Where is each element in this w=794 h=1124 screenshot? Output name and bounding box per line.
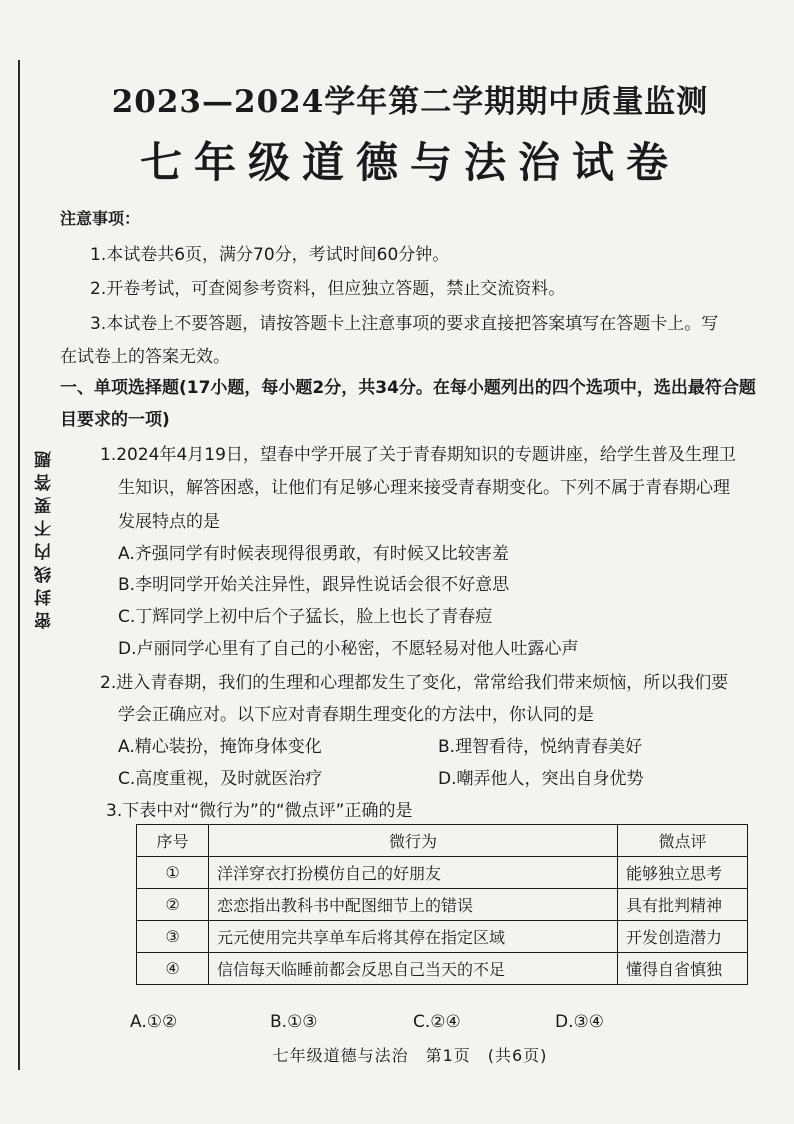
q2-option-c: C.高度重视，及时就医治疗: [118, 769, 323, 789]
q2-stem: 2.进入青春期，我们的生理和心理都发生了变化，常常给我们带来烦恼，所以我们要: [100, 673, 729, 693]
q3-stem: 3.下表中对“微行为”的“微点评”正确的是: [106, 801, 413, 821]
section-heading: 一、单项选择题(17小题，每小题2分，共34分。在每小题列出的四个选项中，选出最符合题: [60, 378, 756, 398]
table-cell: 恋恋指出教科书中配图细节上的错误: [209, 889, 618, 921]
q3-option-a: A.①②: [130, 1012, 178, 1032]
table-cell: 具有批判精神: [618, 889, 748, 921]
table-cell: 元元使用完共享单车后将其停在指定区域: [209, 921, 618, 953]
table-header-row: [137, 825, 748, 857]
table-cell: 能够独立思考: [618, 857, 748, 889]
q1-option-d: D.卢丽同学心里有了自己的小秘密，不愿轻易对他人吐露心声: [118, 639, 579, 659]
table-row: [137, 889, 748, 921]
exam-title-line2: 七年级道德与法治试卷: [139, 138, 680, 187]
table-row: [137, 953, 748, 985]
table-cell: ④: [137, 953, 209, 985]
notice-heading: 注意事项：: [60, 209, 141, 228]
table-cell: 洋洋穿衣打扮模仿自己的好朋友: [209, 857, 618, 889]
q2-option-a: A.精心装扮，掩饰身体变化: [118, 737, 322, 757]
table-header: 微点评: [618, 825, 748, 857]
q3-option-b: B.①③: [270, 1012, 318, 1032]
notice-item: 在试卷上的答案无效。: [60, 347, 230, 367]
q1-stem: 1.2024年4月19日，望春中学开展了关于青春期知识的专题讲座，给学生普及生理卫: [100, 445, 736, 465]
table-row: [137, 921, 748, 953]
table-header: 微行为: [209, 825, 618, 857]
notice-item: 3.本试卷上不要答题，请按答题卡上注意事项的要求直接把答案填写在答题卡上。写: [90, 314, 719, 334]
q2-option-b: B.理智看待，悦纳青春美好: [438, 737, 643, 757]
seal-notice: 密封线内不要答题: [35, 445, 55, 629]
q1-option-a: A.齐强同学有时候表现得很勇敢，有时候又比较害羞: [118, 544, 509, 564]
q3-option-d: D.③④: [555, 1012, 604, 1032]
section-heading-cont: 目要求的一项): [60, 410, 170, 430]
q1-stem: 发展特点的是: [118, 512, 220, 532]
table-row: [137, 857, 748, 889]
q1-option-c: C.丁辉同学上初中后个子猛长，脸上也长了青春痘: [118, 607, 493, 627]
page-footer: 七年级道德与法治 第1页 (共6页): [272, 1046, 548, 1065]
q3-option-c: C.②④: [413, 1012, 461, 1032]
table-cell: ①: [137, 857, 209, 889]
q2-stem: 学会正确应对。以下应对青春期生理变化的方法中，你认同的是: [118, 705, 594, 725]
seal-line: [18, 60, 20, 1070]
exam-title-line1: 2023—2024学年第二学期期中质量监测: [111, 84, 709, 120]
notice-item: 2.开卷考试，可查阅参考资料，但应独立答题，禁止交流资料。: [90, 279, 566, 299]
table-cell: 开发创造潜力: [618, 921, 748, 953]
table-cell: 懂得自省慎独: [618, 953, 748, 985]
q3-table: [136, 824, 748, 985]
table-cell: ③: [137, 921, 209, 953]
table-cell: ②: [137, 889, 209, 921]
notice-item: 1.本试卷共6页，满分70分，考试时间60分钟。: [90, 245, 450, 265]
q1-option-b: B.李明同学开始关注异性，跟异性说话会很不好意思: [118, 575, 510, 595]
table-header: 序号: [137, 825, 209, 857]
q1-stem: 生知识，解答困惑，让他们有足够心理来接受青春期变化。下列不属于青春期心理: [118, 478, 730, 498]
table-cell: 信信每天临睡前都会反思自己当天的不足: [209, 953, 618, 985]
q2-option-d: D.嘲弄他人，突出自身优势: [438, 769, 644, 789]
